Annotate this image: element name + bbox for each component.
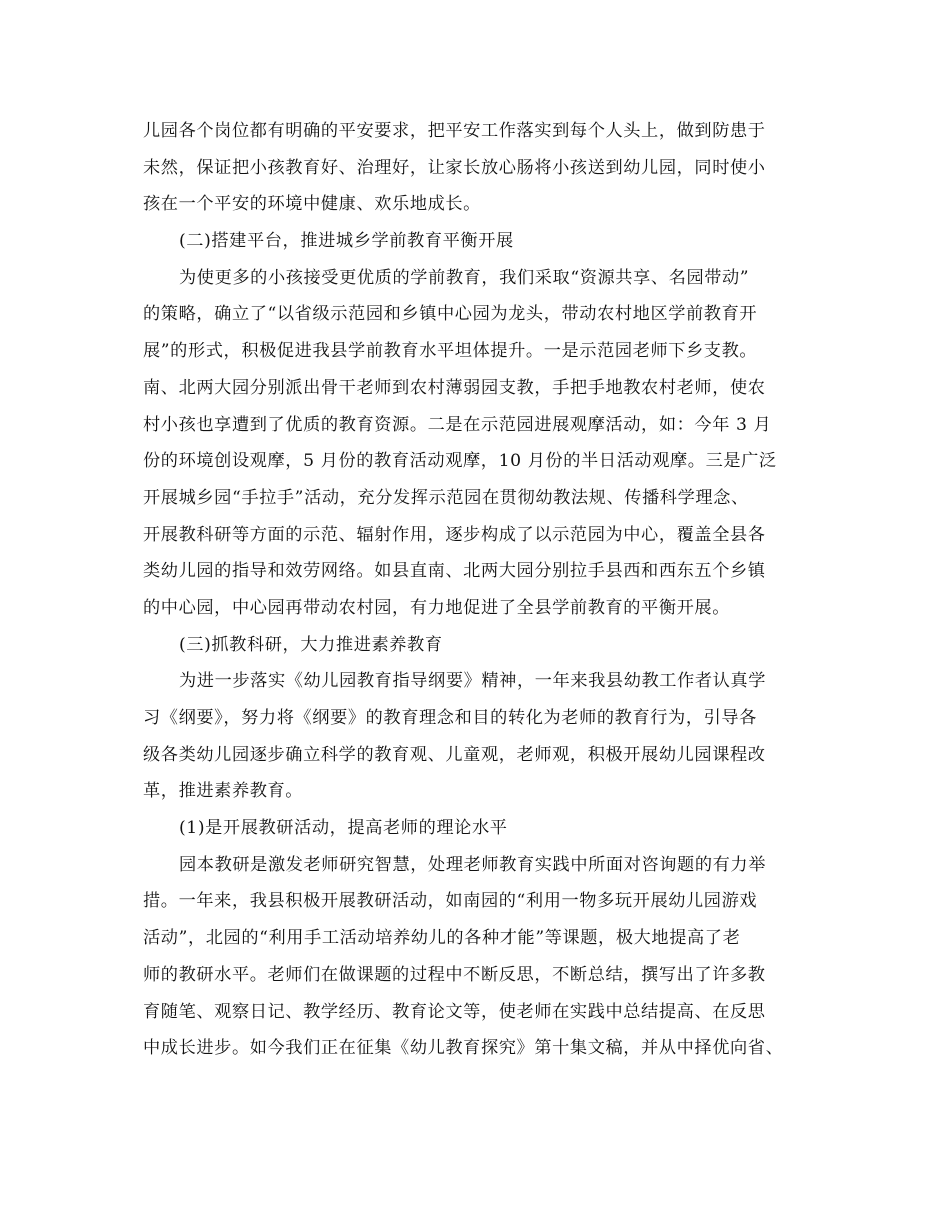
text-line: 中成长进步。如今我们正在征集《幼儿教育探究》第十集文稿，并从中择优向省、 — [143, 1038, 784, 1059]
text-line: 类幼儿园的指导和效劳网络。如县直南、北两大园分别拉手县西和西东五个乡镇 — [143, 561, 766, 582]
text-line: 的中心园，中心园再带动农村园，有力地促进了全县学前教育的平衡开展。 — [143, 597, 730, 618]
text-line: 师的教研水平。老师们在做课题的过程中不断反思，不断总结，撰写出了许多教 — [143, 964, 766, 985]
text-line: 育随笔、观察日记、教学经历、教育论文等，使老师在实践中总结提高、在反思 — [143, 1001, 766, 1022]
text-line: 革，推进素养教育。 — [143, 781, 304, 802]
text-line: 份的环境创设观摩，5 月份的教育活动观摩，10 月份的半日活动观摩。三是广泛 — [143, 451, 777, 472]
text-line: 习《纲要》，努力将《纲要》的教育理念和目的转化为老师的教育行为，引导各 — [143, 708, 757, 728]
paragraph-first-line: 园本教研是激发老师研究智慧，处理老师教育实践中所面对咨询题的有力举 — [179, 854, 766, 875]
paragraph-first-line: (二)搭建平台，推进城乡学前教育平衡开展 — [179, 231, 514, 252]
paragraph-first-line: 为进一步落实《幼儿园教育指导纲要》精神，一年来我县幼教工作者认真学 — [179, 671, 766, 692]
text-line: 级各类幼儿园逐步确立科学的教育观、儿童观，老师观，积极开展幼儿园课程改 — [143, 744, 766, 765]
text-line: 展”的形式，积极促进我县学前教育水平坦体提升。一是示范园老师下乡支教。 — [143, 341, 758, 362]
text-line: 开展教科研等方面的示范、辐射作用，逐步构成了以示范园为中心，覆盖全县各 — [143, 524, 766, 545]
text-line: 措。一年来，我县积极开展教研活动，如南园的“利用一物多玩开展幼儿园游戏 — [143, 891, 758, 912]
text-line: 村小孩也享遭到了优质的教育资源。二是在示范园进展观摩活动，如：今年 3 月 — [143, 414, 772, 435]
text-line: 未然，保证把小孩教育好、治理好，让家长放心肠将小孩送到幼儿园，同时使小 — [143, 157, 766, 178]
paragraph-first-line: (三)抓教科研，大力推进素养教育 — [179, 634, 443, 655]
text-line: 儿园各个岗位都有明确的平安要求，把平安工作落实到每个人头上，做到防患于 — [143, 121, 766, 141]
text-line: 开展城乡园“手拉手”活动，充分发挥示范园在贯彻幼教法规、传播科学理念、 — [143, 487, 749, 508]
paragraph-first-line: (1)是开展教研活动，提高老师的理论水平 — [179, 818, 508, 839]
text-line: 活动”，北园的“利用手工活动培养幼儿的各种才能”等课题，极大地提高了老 — [143, 928, 741, 949]
text-line: 南、北两大园分别派出骨干老师到农村薄弱园支教，手把手地教农村老师，使农 — [143, 377, 766, 398]
body-text — [143, 113, 808, 1067]
paragraph-first-line: 为使更多的小孩接受更优质的学前教育，我们采取“资源共享、名园带动” — [179, 267, 750, 288]
text-line: 孩在一个平安的环境中健康、欢乐地成长。 — [143, 194, 481, 215]
text-line: 的策略，确立了“以省级示范园和乡镇中心园为龙头，带动农村地区学前教育开 — [143, 304, 758, 325]
